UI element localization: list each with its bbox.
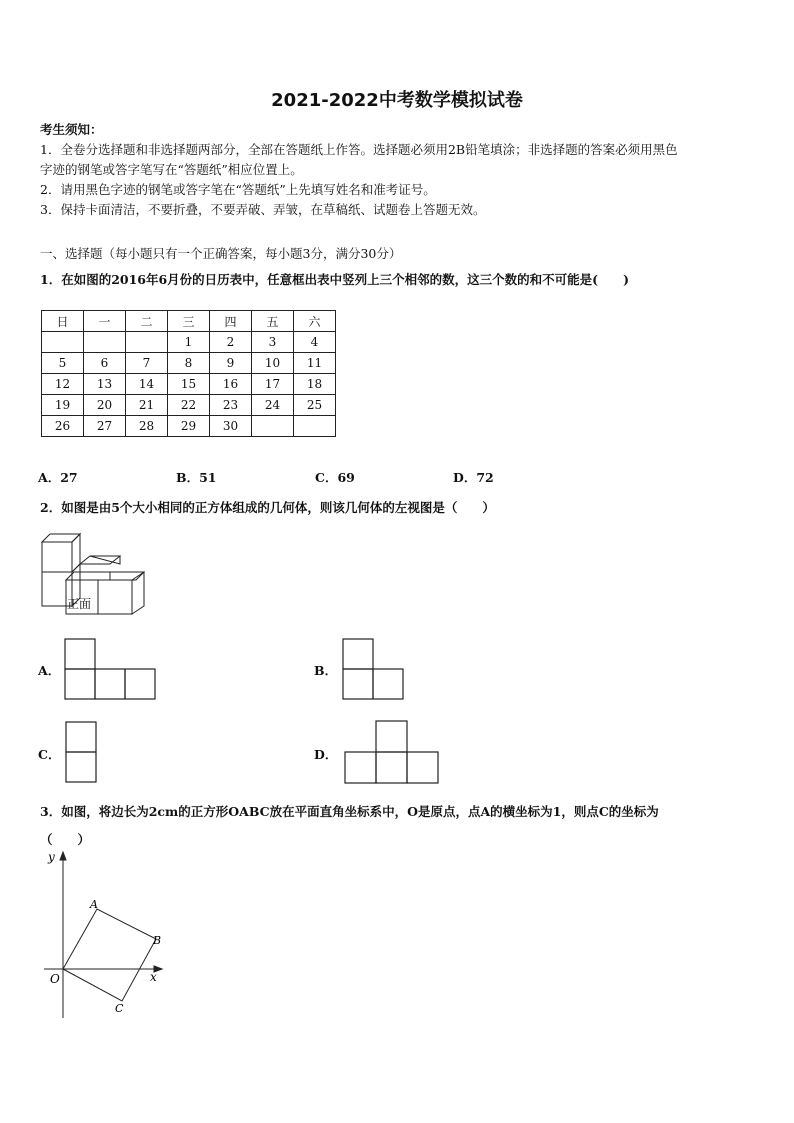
calendar-cell: 30 xyxy=(210,416,252,437)
y-axis-label: y xyxy=(48,850,55,864)
calendar-cell: 3 xyxy=(252,332,294,353)
q3-stem-blank: （ ） xyxy=(40,832,91,847)
calendar-header-cell: 六 xyxy=(294,311,336,332)
q2-option-a: A． xyxy=(38,663,61,678)
calendar-cell: 4 xyxy=(294,332,336,353)
calendar-cell: 17 xyxy=(252,374,294,395)
square-oabc xyxy=(63,909,156,1001)
calendar-cell: 21 xyxy=(126,395,168,416)
notice-heading: 考生须知： xyxy=(40,122,103,137)
calendar-header-cell: 三 xyxy=(168,311,210,332)
calendar-cell: 23 xyxy=(210,395,252,416)
point-b-label: B xyxy=(153,934,162,947)
y-axis-arrow-icon xyxy=(60,852,66,860)
cube-solid-figure xyxy=(36,528,148,618)
point-o-label: O xyxy=(50,972,60,986)
calendar-cell xyxy=(84,332,126,353)
calendar-row xyxy=(42,353,336,374)
calendar-cell: 27 xyxy=(84,416,126,437)
calendar-cell xyxy=(252,416,294,437)
calendar-header-cell: 四 xyxy=(210,311,252,332)
option-a-view-figure xyxy=(64,638,158,700)
calendar-cell: 24 xyxy=(252,395,294,416)
calendar-header-row xyxy=(42,311,336,332)
q2-option-b: B． xyxy=(314,663,338,678)
calendar-cell: 10 xyxy=(252,353,294,374)
calendar-cell: 7 xyxy=(126,353,168,374)
calendar-cell xyxy=(126,332,168,353)
front-label: 正面 xyxy=(67,597,92,611)
notice-item-3: 3．保持卡面清洁，不要折叠，不要弄破、弄皱，在草稿纸、试题卷上答题无效。 xyxy=(40,202,486,217)
calendar-cell: 13 xyxy=(84,374,126,395)
calendar-row xyxy=(42,416,336,437)
calendar-cell: 2 xyxy=(210,332,252,353)
calendar-cell: 20 xyxy=(84,395,126,416)
calendar-header-cell: 日 xyxy=(42,311,84,332)
calendar-cell: 22 xyxy=(168,395,210,416)
point-c-label: C xyxy=(115,1002,124,1015)
notice-item-2: 2．请用黑色字迹的钢笔或答字笔在“答题纸”上先填写姓名和准考证号。 xyxy=(40,182,436,197)
calendar-cell: 6 xyxy=(84,353,126,374)
calendar-cell: 25 xyxy=(294,395,336,416)
calendar-cell: 8 xyxy=(168,353,210,374)
calendar-cell xyxy=(42,332,84,353)
calendar-cell: 26 xyxy=(42,416,84,437)
q2-option-c: C． xyxy=(38,747,61,762)
q1-option-a: A．27 xyxy=(38,470,78,485)
calendar-cell: 28 xyxy=(126,416,168,437)
calendar-header-cell: 二 xyxy=(126,311,168,332)
calendar-cell: 14 xyxy=(126,374,168,395)
q1-option-d: D．72 xyxy=(453,470,494,485)
calendar-header-cell: 一 xyxy=(84,311,126,332)
q2-stem: 2．如图是由5个大小相同的正方体组成的几何体，则该几何体的左视图是（ ） xyxy=(40,500,495,515)
calendar-row xyxy=(42,374,336,395)
option-c-view-figure xyxy=(65,721,99,783)
coordinate-square-figure xyxy=(40,850,170,1022)
calendar-cell: 11 xyxy=(294,353,336,374)
calendar-row xyxy=(42,332,336,353)
calendar-row xyxy=(42,395,336,416)
q1-option-b: B．51 xyxy=(176,470,217,485)
calendar-cell: 9 xyxy=(210,353,252,374)
calendar-cell: 12 xyxy=(42,374,84,395)
calendar-table xyxy=(41,310,336,437)
calendar-cell: 5 xyxy=(42,353,84,374)
calendar-cell: 15 xyxy=(168,374,210,395)
option-d-view-figure xyxy=(343,720,441,784)
option-b-view-figure xyxy=(342,638,406,700)
q1-option-c: C．69 xyxy=(315,470,355,485)
q2-option-d: D． xyxy=(314,747,338,762)
calendar-cell: 29 xyxy=(168,416,210,437)
q1-stem: 1．在如图的2016年6月份的日历表中，任意框出表中竖列上三个相邻的数，这三个数的和不可能是( ) xyxy=(40,272,630,287)
notice-item-1: 1．全卷分选择题和非选择题两部分，全部在答题纸上作答。选择题必须用2B铅笔填涂；非选择题的答案必须用黑色 xyxy=(40,142,678,157)
x-axis-label: x xyxy=(150,970,157,984)
calendar-header-cell: 五 xyxy=(252,311,294,332)
q3-stem: 3．如图，将边长为2cm的正方形OABC放在平面直角坐标系中，O是原点，点A的横坐标为1，则点C的坐标为 xyxy=(40,804,659,819)
calendar-cell xyxy=(294,416,336,437)
page-title: 2021-2022中考数学模拟试卷 xyxy=(271,90,523,111)
notice-item-1-cont: 字迹的钢笔或答字笔写在“答题纸”相应位置上。 xyxy=(40,162,303,177)
calendar-cell: 16 xyxy=(210,374,252,395)
section-heading: 一、选择题（每小题只有一个正确答案，每小题3分，满分30分） xyxy=(40,246,402,261)
calendar-cell: 19 xyxy=(42,395,84,416)
point-a-label: A xyxy=(90,898,98,911)
calendar-cell: 1 xyxy=(168,332,210,353)
calendar-cell: 18 xyxy=(294,374,336,395)
